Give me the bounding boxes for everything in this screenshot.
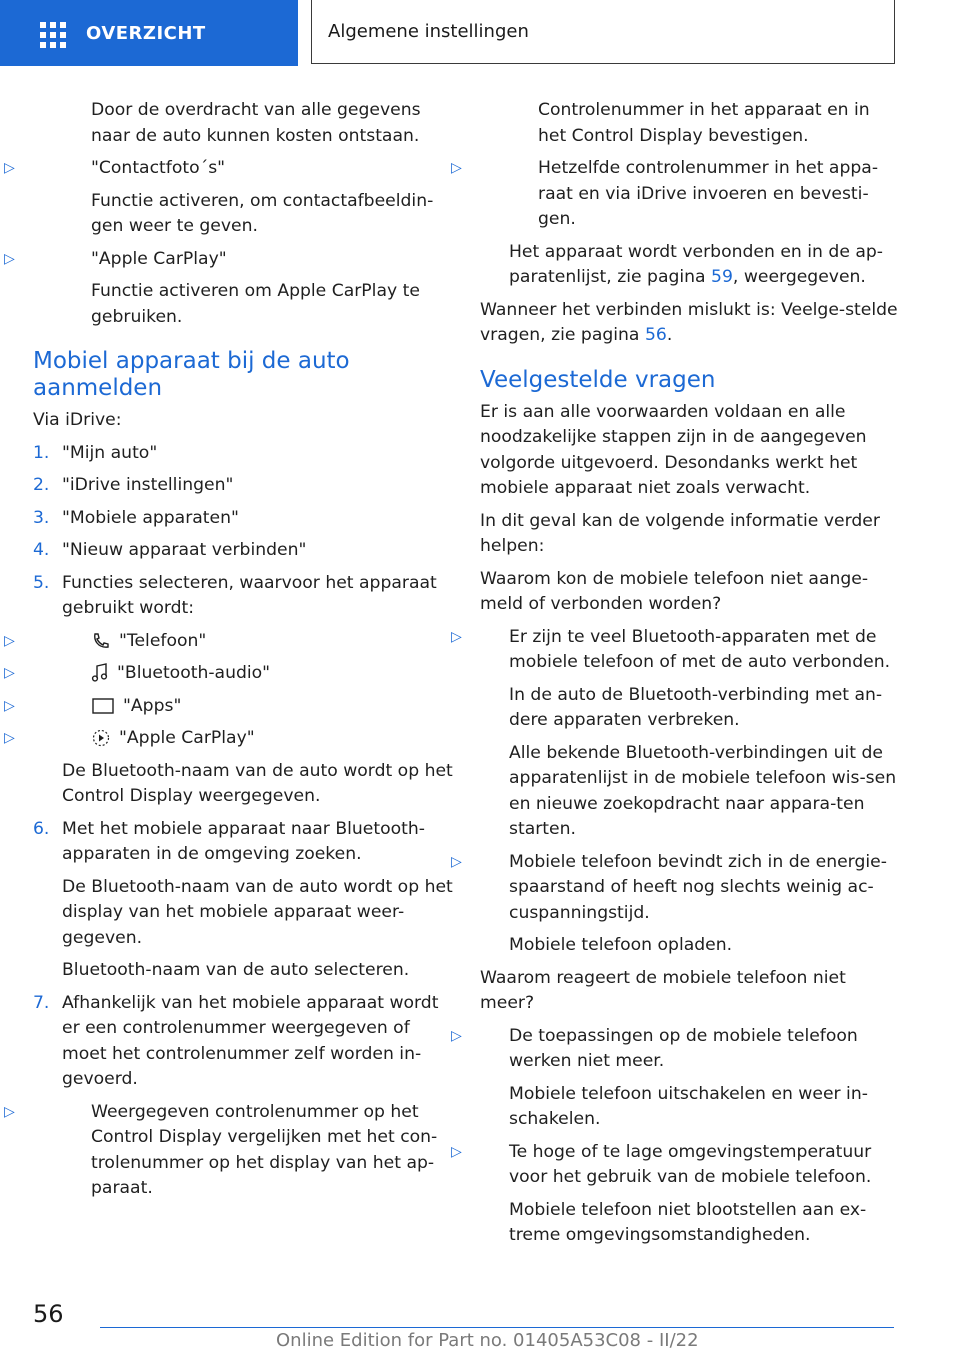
page-link[interactable]: 59 [711, 267, 733, 287]
apps-icon [91, 697, 115, 715]
paragraph: Door de overdracht van alle gegevens naar de auto kunnen kosten ontstaan. [91, 100, 421, 146]
bullet-item: ▷ Hetzelfde controlenummer in het appa-raat en via iDrive invoeren en bevesti-gen. [451, 158, 879, 229]
bullet-triangle-icon: ▷ [451, 160, 462, 176]
bullet-item: ▷ "Bluetooth-audio" [33, 661, 453, 687]
page-number: 56 [33, 1300, 64, 1328]
bullet-item: ▷ "Apple CarPlay" [33, 247, 453, 273]
bullet-triangle-icon: ▷ [4, 730, 15, 746]
bullet-item: ▷ "Apple CarPlay" [33, 726, 453, 752]
right-column [451, 98, 900, 1256]
carplay-icon [91, 728, 111, 748]
bullet-triangle-icon: ▷ [4, 697, 15, 714]
step-item: 7. Afhankelijk van het mobiele apparaat wordt er een controlenummer weergegeven of moet het controlenummer zelf worden in-gevoerd. [33, 992, 439, 1089]
paragraph: Wanneer het verbinden mislukt is: Veelge-stelde vragen, zie pagina 56. [480, 299, 898, 345]
bullet-triangle-icon: ▷ [451, 628, 462, 645]
grid-menu-icon [40, 22, 66, 44]
paragraph: Er is aan alle voorwaarden voldaan en alle noodzakelijke stappen zijn in de aangegeven volgorde uitgevoerd. Desondanks werkt het mobiele apparaat niet zoals verwacht. [480, 401, 867, 498]
step-item: 3. "Mobiele apparaten" [33, 507, 239, 528]
paragraph: De Bluetooth-naam van de auto wordt op het Control Display weergegeven. [62, 760, 453, 806]
music-note-icon [91, 663, 109, 683]
footer-edition: Online Edition for Part no. 01405A53C08 - II/22 [276, 1330, 699, 1351]
paragraph: Bluetooth-naam van de auto selecteren. [62, 960, 410, 980]
bullet-item: ▷ Weergegeven controlenummer op het Control Display vergelijken met het con-trolenummer op het display van het ap-paraat. [4, 1101, 438, 1198]
bullet-item: ▷ De toepassingen op de mobiele telefoon werken niet meer. [451, 1025, 858, 1071]
paragraph: Via iDrive: [33, 410, 122, 430]
bullet-item: ▷ Er zijn te veel Bluetooth-apparaten met de mobiele telefoon of met de auto verbonden. [451, 626, 891, 672]
phone-icon [91, 632, 111, 650]
question: Waarom reageert de mobiele telefoon niet meer? [480, 967, 846, 1013]
paragraph: Mobiele telefoon uitschakelen en weer in-schakelen. [509, 1083, 868, 1129]
step-item: 1. "Mijn auto" [33, 442, 158, 463]
paragraph: De Bluetooth-naam van de auto wordt op het display van het mobiele apparaat weer-gegeven. [62, 876, 453, 948]
paragraph: Mobiele telefoon opladen. [509, 935, 733, 955]
footer-divider [100, 1327, 894, 1328]
question: Waarom kon de mobiele telefoon niet aange-meld of verbonden worden? [480, 568, 869, 614]
step-item: 6. Met het mobiele apparaat naar Bluetooth-apparaten in de omgeving zoeken. [33, 818, 425, 864]
section-title: Algemene instellingen [328, 21, 529, 42]
bullet-triangle-icon: ▷ [4, 160, 15, 176]
step-item: 4. "Nieuw apparaat verbinden" [33, 540, 307, 560]
bullet-triangle-icon: ▷ [4, 632, 15, 649]
bullet-triangle-icon: ▷ [4, 1103, 15, 1120]
bullet-item: ▷ "Apps" [33, 694, 453, 720]
section-heading: Mobiel apparaat bij de auto aanmelden [33, 348, 350, 401]
bullet-item: ▷ Te hoge of te lage omgevingstemperatuur voor het gebruik van de mobiele telefoon. [451, 1141, 872, 1187]
paragraph: Functie activeren, om contactafbeeldin-gen weer te geven. [91, 190, 434, 236]
overview-tab[interactable] [0, 0, 298, 66]
bullet-item: ▷ "Contactfoto´s" [33, 156, 453, 182]
section-title-box [311, 0, 895, 64]
bullet-triangle-icon: ▷ [451, 1143, 462, 1160]
paragraph: In dit geval kan de volgende informatie verder helpen: [480, 510, 880, 556]
bullet-triangle-icon: ▷ [451, 1027, 462, 1044]
paragraph: Alle bekende Bluetooth-verbindingen uit de apparatenlijst in de mobiele telefoon wis-sen en nieuwe zoekopdracht naar appara-ten starten. [509, 742, 897, 839]
section-heading: Veelgestelde vragen [480, 366, 716, 393]
left-column [4, 98, 453, 1209]
bullet-item: ▷ "Telefoon" [33, 629, 453, 655]
step-item: 5. Functies selecteren, waarvoor het apparaat gebruikt wordt: [33, 572, 437, 618]
paragraph: Functie activeren om Apple CarPlay te gebruiken. [91, 281, 420, 327]
overview-tab-label: OVERZICHT [86, 22, 206, 44]
bullet-triangle-icon: ▷ [4, 250, 15, 267]
paragraph: Het apparaat wordt verbonden en in de ap-paratenlijst, zie pagina 59, weergegeven. [509, 241, 883, 287]
bullet-triangle-icon: ▷ [4, 665, 15, 681]
step-item: 2. "iDrive instellingen" [33, 475, 234, 495]
bullet-item: ▷ Mobiele telefoon bevindt zich in de energie-spaarstand of heeft nog slechts weinig ac-cuspanningstijd. [451, 851, 887, 923]
paragraph: Controlenummer in het apparaat en in het Control Display bevestigen. [538, 100, 870, 146]
page-header [0, 0, 960, 66]
paragraph: Mobiele telefoon niet blootstellen aan ex-treme omgevingsomstandigheden. [509, 1199, 867, 1245]
page-link[interactable]: 56 [644, 325, 667, 345]
paragraph: In de auto de Bluetooth-verbinding met an-dere apparaten verbreken. [509, 684, 883, 730]
bullet-triangle-icon: ▷ [451, 853, 462, 870]
